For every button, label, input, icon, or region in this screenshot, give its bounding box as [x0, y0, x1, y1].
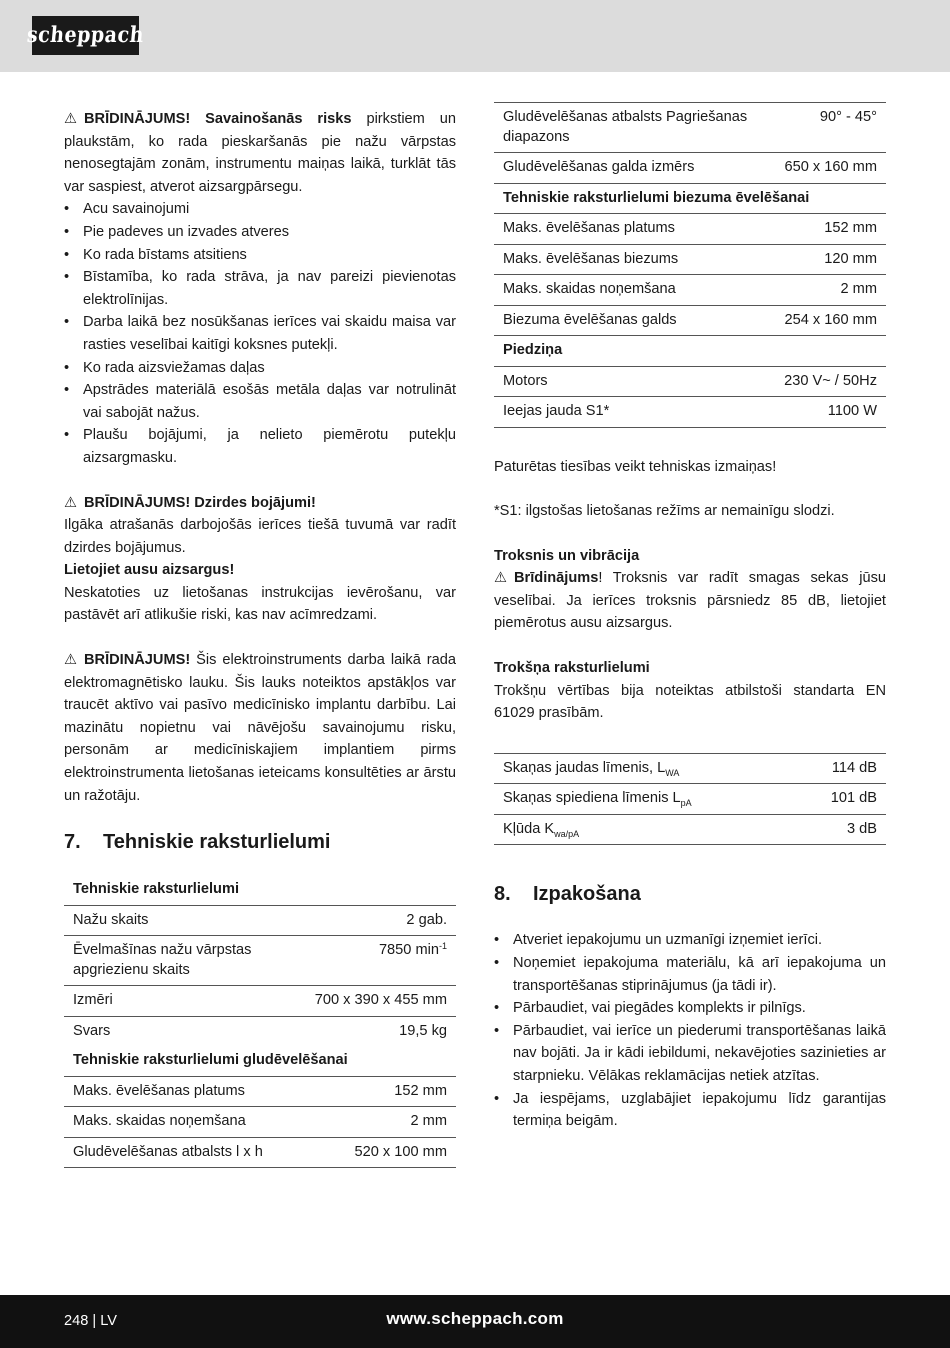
table-row	[494, 784, 886, 815]
table-row	[494, 153, 886, 184]
list-item: • Pārbaudiet, vai ierīce un piederumi transportēšanas laikā nav bojāti. Ja ir kādi iebildumi, nekavējoties sazinieties ar starpnieku. Vēlākas reklamācijas netiek atzītas.	[494, 1020, 886, 1088]
list-item: • Bīstamība, ko rada strāva, ja nav pareizi pievienotas elektrolīnijas.	[64, 266, 456, 311]
row-value	[306, 936, 456, 986]
label-subscript: WA	[665, 767, 680, 778]
row-label: Gludēvelēšanas atbalsts Pagriešanas diapazons	[494, 103, 775, 153]
s1-footnote: *S1: ilgstošas lietošanas režīms ar nemainīgu slodzi.	[494, 503, 835, 520]
spec-table	[64, 875, 456, 1168]
noise-characteristics-text: Trokšņu vērtības bija noteiktas atbilstoši standarta EN 61029 prasībām.	[494, 682, 886, 722]
table-header-row	[494, 336, 886, 367]
table-row	[494, 244, 886, 275]
noise-table	[494, 753, 886, 846]
table-row	[64, 936, 456, 986]
list-item: • Pārbaudiet, vai piegādes komplekts ir pilnīgs.	[494, 997, 886, 1020]
value-text: 7850 min	[378, 942, 439, 959]
warning-title: Savainošanās risks	[205, 111, 352, 127]
row-value: 19,5 kg	[399, 1022, 447, 1039]
table-row	[494, 814, 886, 845]
unpacking-list	[494, 929, 886, 1132]
label-subscript: pA	[680, 798, 692, 809]
row-label	[494, 814, 793, 845]
row-label: Izmēri	[64, 986, 306, 1017]
footer-bar	[0, 1295, 950, 1348]
row-label: Ēvelmašīnas nažu vārpstas apgriezienu skaits	[64, 936, 306, 986]
label-text: Skaņas jaudas līmenis, L	[503, 759, 666, 776]
table-row	[494, 103, 886, 153]
row-label	[494, 784, 793, 815]
table-row	[494, 397, 886, 428]
technical-changes-note: Paturētas tiesības veikt tehniskas izmaiņas!	[494, 458, 777, 475]
table-header-row	[494, 183, 886, 214]
row-value: 3 dB	[793, 814, 886, 845]
label-subscript: wa/pA	[554, 828, 580, 839]
website-link[interactable]: www.scheppach.com	[386, 1309, 564, 1328]
table-row	[64, 1107, 456, 1138]
row-label: Nažu skaits	[64, 905, 306, 936]
row-label: Maks. ēvelēšanas biezums	[494, 244, 775, 275]
table-header-row	[64, 1046, 456, 1076]
table-header: Piedziņa	[494, 336, 886, 367]
row-value: 152 mm	[306, 1076, 456, 1107]
table-header: Tehniskie raksturlielumi	[64, 875, 456, 905]
header-bar	[0, 0, 950, 72]
row-label	[494, 753, 793, 784]
warning-text: Šis elektroinstruments darba laikā rada elektromagnētisko lauku. Šis lauks noteiktos apstākļos var traucēt aktīvo vai pasīvo medicīnisko implantu darbību. Lai mazinātu nopietnu vai nāvējošu savainojumu risku, personām ar medicīniskajiem implantiem pirms elektroinstrumenta lietošanas ieteicams konsultēties ar ārstu un ražotāju.	[64, 652, 456, 804]
list-item: • Acu savainojumi	[64, 198, 456, 221]
page-number: 248 | LV	[64, 1313, 118, 1329]
list-item: • Apstrādes materiālā esošās metāla daļas var notrulināt vai sabojāt nažus.	[64, 379, 456, 424]
noise-warning	[494, 567, 886, 635]
table-row	[64, 905, 456, 936]
warning-label: Brīdinājums	[514, 570, 599, 587]
list-item: • Ko rada aizsviežamas daļas	[64, 357, 456, 380]
table-row	[494, 366, 886, 397]
section-number: 7.	[64, 831, 81, 854]
table-row	[494, 275, 886, 306]
section-title: Tehniskie raksturlielumi	[103, 831, 331, 854]
table-row	[494, 753, 886, 784]
spec-table-continued	[494, 102, 886, 428]
list-item: • Darba laikā bez nosūkšanas ierīces vai skaidu maisa var rasties veselībai kaitīgi koksnes putekļi.	[64, 311, 456, 356]
row-value: 1100 W	[775, 397, 886, 428]
left-column	[64, 108, 456, 1168]
row-value: 520 x 100 mm	[306, 1137, 456, 1168]
table-row	[64, 1016, 456, 1046]
warning-label: BRĪDINĀJUMS!	[84, 111, 191, 127]
label-text: Skaņas spiediena līmenis L	[503, 790, 681, 807]
list-item: • Pie padeves un izvades atveres	[64, 221, 456, 244]
row-label: Maks. skaidas noņemšana	[64, 1107, 306, 1138]
list-item: • Atveriet iepakojumu un uzmanīgi izņemiet ierīci.	[494, 929, 886, 952]
row-value: 230 V~ / 50Hz	[775, 366, 886, 397]
table-row	[494, 214, 886, 245]
section-title: Izpakošana	[533, 883, 641, 906]
right-column	[494, 102, 886, 1133]
row-label: Gludēvelēšanas galda izmērs	[494, 153, 775, 184]
row-label: Svars	[73, 1022, 111, 1039]
list-item: • Ja iespējams, uzglabājiet iepakojumu līdz garantijas termiņa beigām.	[494, 1088, 886, 1133]
row-label: Motors	[494, 366, 775, 397]
table-row	[64, 1076, 456, 1107]
warning-label: BRĪDINĀJUMS! Dzirdes bojājumi!	[84, 494, 316, 511]
warning-triangle-icon: ⚠	[494, 570, 508, 587]
row-value: 254 x 160 mm	[775, 305, 886, 336]
row-value: 90° - 45°	[775, 103, 886, 153]
row-value: 2 gab.	[306, 905, 456, 936]
warning-triangle-icon: ⚠	[64, 111, 78, 127]
row-value: 152 mm	[775, 214, 886, 245]
row-label: Maks. ēvelēšanas platums	[494, 214, 775, 245]
row-label: Maks. ēvelēšanas platums	[64, 1076, 306, 1107]
row-label: Biezuma ēvelēšanas galds	[494, 305, 775, 336]
warning-emf	[64, 649, 456, 807]
warning-hearing-title	[64, 492, 456, 515]
residual-risk-text: Neskatoties uz lietošanas instrukcijas ievērošanu, var pastāvēt arī atlikušie riski, kas nav acīmredzami.	[64, 584, 456, 624]
list-item: • Plaušu bojājumi, ja nelieto piemērotu putekļu aizsargmasku.	[64, 424, 456, 469]
warning-hearing-bold: Lietojiet ausu aizsargus!	[64, 562, 235, 579]
table-header: Tehniskie raksturlielumi gludēvelēšanai	[64, 1046, 456, 1076]
value-superscript: -1	[438, 941, 447, 952]
row-label: Ieejas jauda S1*	[494, 397, 775, 428]
label-text: Kļūda K	[503, 820, 555, 837]
row-value: 2 mm	[775, 275, 886, 306]
row-value: 101 dB	[793, 784, 886, 815]
warning-text: pirkstiem un plaukstām, ko rada pieskaršanās pie nažu vārpstas nenosegtajām zonām, instrumentu maiņas laikā, turklāt tās var saspiest, atverot aizsargpārsegu.	[64, 111, 456, 195]
risk-list	[64, 198, 456, 469]
row-label: Gludēvelēšanas atbalsts l x h	[64, 1137, 306, 1168]
row-value: 120 mm	[775, 244, 886, 275]
warning-label: BRĪDINĀJUMS!	[84, 652, 191, 669]
row-value: 700 x 390 x 455 mm	[306, 986, 456, 1017]
warning-triangle-icon: ⚠	[64, 494, 78, 511]
section-heading-8	[494, 881, 886, 907]
warning-triangle-icon: ⚠	[64, 652, 78, 669]
warning-text: ! Troksnis var radīt smagas sekas jūsu veselībai. Ja ierīces troksnis pārsniedz 85 dB, lietojiet piemērotus ausu aizsargus.	[494, 570, 886, 632]
table-row	[494, 305, 886, 336]
table-header: Tehniskie raksturlielumi biezuma ēvelēšanai	[494, 183, 886, 214]
table-row	[64, 986, 456, 1017]
brand-logo: scheppach	[32, 16, 139, 55]
section-number: 8.	[494, 883, 511, 906]
row-value: 650 x 160 mm	[775, 153, 886, 184]
table-row	[64, 1137, 456, 1168]
warning-cut-risk	[64, 108, 456, 198]
noise-characteristics-title: Trokšņa raksturlielumi	[494, 660, 650, 677]
noise-vibration-title: Troksnis un vibrācija	[494, 547, 640, 564]
warning-hearing-text: Ilgāka atrašanās darbojošās ierīces tiešā tuvumā var radīt dzirdes bojājumus.	[64, 517, 456, 556]
section-heading-7	[64, 829, 456, 855]
row-value: 2 mm	[306, 1107, 456, 1138]
list-item: • Ko rada bīstams atsitiens	[64, 244, 456, 267]
list-item: • Noņemiet iepakojuma materiālu, kā arī iepakojuma un transportēšanas stiprinājumus (ja tādi ir).	[494, 952, 886, 997]
row-label: Maks. skaidas noņemšana	[494, 275, 775, 306]
row-value: 114 dB	[793, 753, 886, 784]
table-header-row	[64, 875, 456, 905]
